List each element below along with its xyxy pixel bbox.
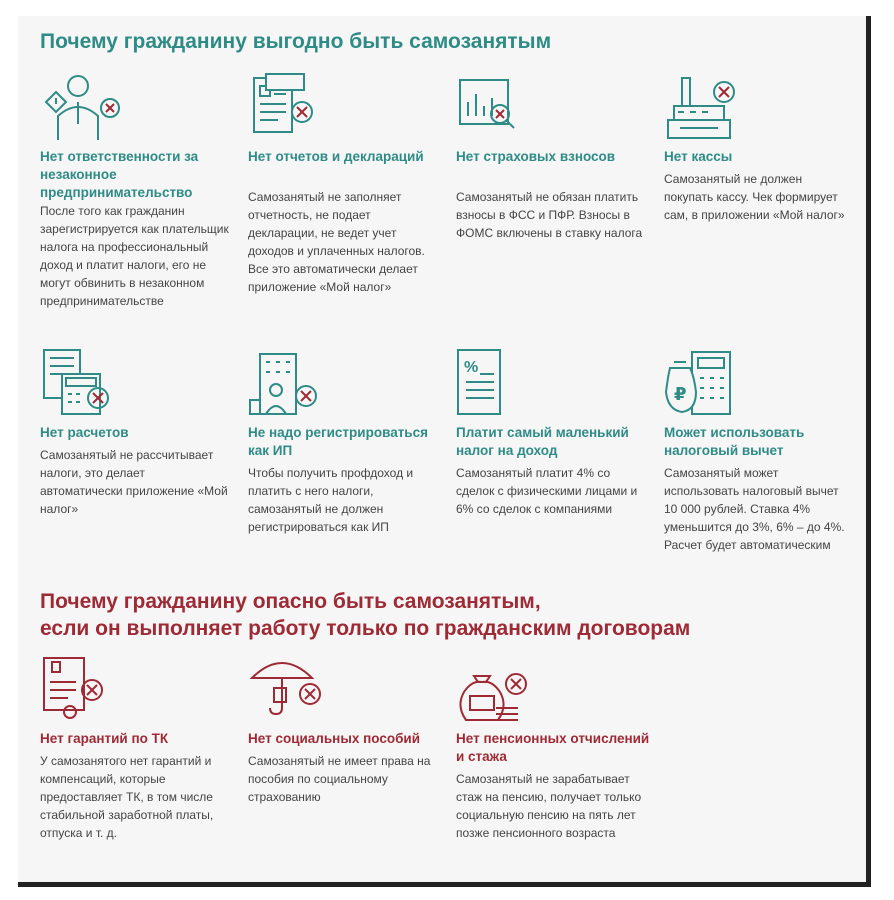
- risk-heading: Нет гарантий по ТК: [40, 731, 169, 746]
- calculator-icon: [40, 348, 120, 418]
- infographic: [18, 16, 871, 887]
- benefit-text: Самозанятый может использовать налоговый вычет 10 000 рублей. Ставка 4% уменьшится до 3%, 6% – до 4%. Расчет будет автоматическим: [664, 466, 845, 552]
- risk-text: Самозанятый не имеет права на пособия по социальному страхованию: [248, 754, 431, 804]
- contract-seal-icon: [40, 654, 120, 724]
- benefit-heading: Нет ответственности за незаконное предпринимательство: [40, 149, 199, 200]
- benefit-heading: Может использовать налоговый вычет: [664, 425, 805, 458]
- risk-heading: Нет социальных пособий: [248, 731, 421, 746]
- benefit-heading: Не надо регистрироваться как ИП: [248, 425, 428, 458]
- svg-text:₽: ₽: [674, 384, 687, 405]
- benefit-text: Самозанятый не обязан платить взносы в ФСС и ПФР. Взносы в ФОМС включены в ставку налога: [456, 190, 643, 240]
- benefit-text: Самозанятый не должен покупать кассу. Чек формирует сам, в приложении «Мой налог»: [664, 172, 845, 222]
- risk-text: У самозанятого нет гарантий и компенсаций, которые предоставляет ТК, в том числе стабильной заработной платы, отпуска и т. д.: [40, 754, 214, 840]
- title-risks-line2: если он выполняет работу только по гражданским договорам: [40, 617, 691, 640]
- benefit-heading: Нет отчетов и деклараций: [248, 149, 424, 164]
- percent-document-icon: [456, 348, 536, 418]
- benefit-text: После того как гражданин зарегистрируется как плательщик налога на профессиональный доход и платит налоги, его не могут обвинить в незаконном предпринимательстве: [40, 204, 229, 308]
- umbrella-hand-icon: [248, 654, 328, 724]
- benefit-text: Чтобы получить профдоход и платить с него налоги, самозанятый не должен регистрироваться как ИП: [248, 466, 414, 534]
- benefit-text: Самозанятый платит 4% со сделок с физическими лицами и 6% со сделок с компаниями: [456, 466, 638, 516]
- title-benefits: Почему гражданину выгодно быть самозанятым: [40, 30, 552, 53]
- money-bag-icon: [456, 654, 536, 724]
- ruble-calculator-icon: [664, 348, 744, 418]
- documents-icon: [248, 72, 328, 142]
- benefit-heading: Платит самый маленький налог на доход: [456, 425, 629, 458]
- report-chart-icon: [456, 72, 536, 142]
- title-risks-line1: Почему гражданину опасно быть самозанятым,: [40, 590, 541, 613]
- svg-text:%: %: [464, 359, 479, 376]
- benefit-heading: Нет расчетов: [40, 425, 129, 440]
- risk-heading: Нет пенсионных отчислений и стажа: [456, 731, 650, 764]
- benefit-heading: Нет кассы: [664, 149, 733, 164]
- risk-text: Самозанятый не зарабатывает стаж на пенсию, получает только социальную пенсию на пять лет позже пенсионного возраста: [456, 772, 642, 840]
- person-alert-icon: [40, 72, 120, 142]
- benefit-text: Самозанятый не рассчитывает налоги, это делает автоматически приложение «Мой налог»: [40, 448, 228, 516]
- benefit-heading: Нет страховых взносов: [456, 149, 616, 164]
- benefit-text: Самозанятый не заполняет отчетность, не подает декларации, не ведет учет доходов и уплаченных налогов. Все это автоматически делает приложение «Мой налог»: [248, 190, 425, 294]
- cash-register-icon: [664, 72, 744, 142]
- title-risks: [40, 588, 690, 642]
- building-person-icon: [248, 348, 328, 418]
